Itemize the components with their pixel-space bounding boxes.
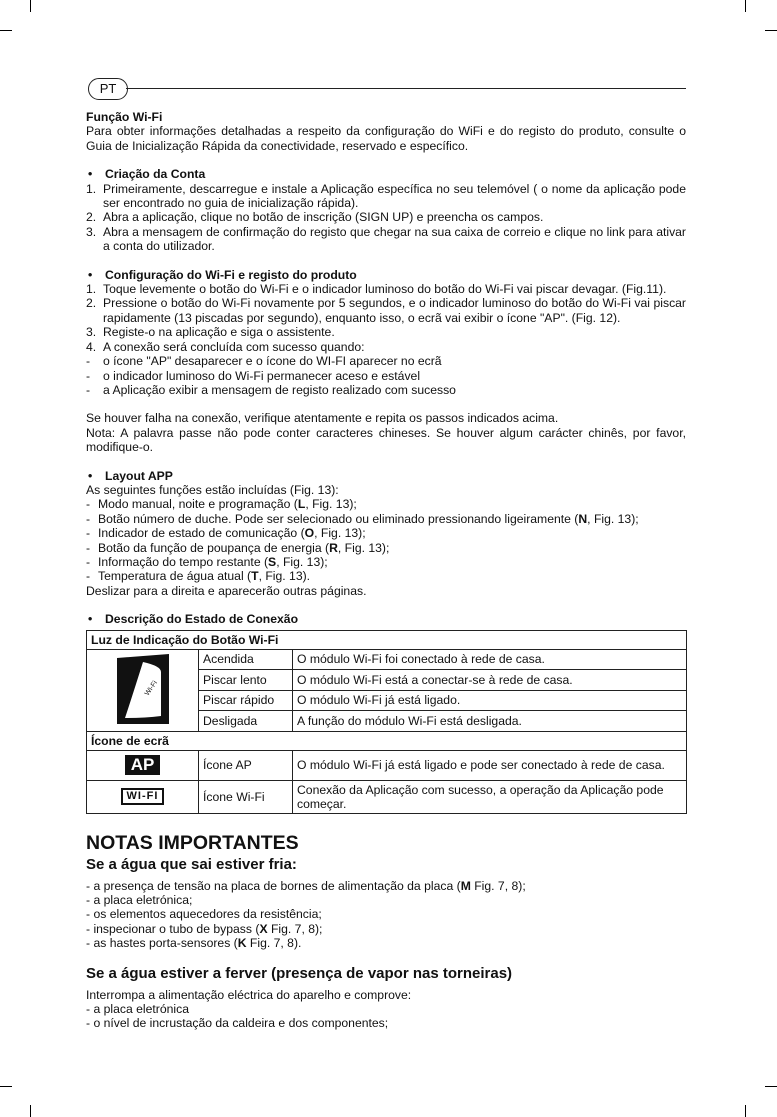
language-badge: PT	[88, 78, 128, 100]
item-marker: 3.	[86, 224, 97, 239]
item-marker: 1.	[86, 282, 97, 297]
crop-mark	[30, 1105, 31, 1117]
item-marker: -	[86, 526, 91, 541]
item-marker: -	[86, 497, 91, 512]
ap-icon: AP	[125, 755, 161, 775]
wifi-button-image	[87, 649, 199, 731]
item-marker: 2.	[86, 296, 97, 311]
account-title: Criação da Conta	[105, 167, 206, 182]
account-step	[86, 225, 686, 254]
hot-water-item: - a placa eletrónica	[86, 1002, 189, 1017]
item-text: Indicador de estado de comunicação (O, Fig. 13);	[98, 526, 366, 541]
item-text: Abra a mensagem de confirmação do registo que chegar na sua caixa de correio e clique no link para ativar a conta do utilizador.	[103, 224, 686, 254]
led-state: Piscar rápido	[199, 690, 293, 711]
wifi-button-icon	[115, 652, 171, 726]
led-desc: O módulo Wi-Fi foi conectado à rede de casa.	[293, 649, 687, 670]
crop-mark	[30, 0, 31, 12]
item-marker: 2.	[86, 210, 97, 225]
led-state: Desligada	[199, 711, 293, 732]
bullet: •	[88, 267, 93, 282]
ap-icon-cell	[87, 750, 199, 780]
item-marker: 1.	[86, 181, 97, 196]
item-marker: -	[86, 554, 91, 569]
item-text: o ícone "AP" desaparecer e o ícone do WI-FI aparecer no ecrã	[103, 354, 442, 369]
ap-state: Ícone AP	[199, 750, 293, 780]
wifi-button-text: Wi-Fi	[143, 679, 159, 697]
cold-water-title: Se a água que sai estiver fria:	[86, 855, 297, 873]
wifi-desc: Conexão da Aplicação com sucesso, a operação da Aplicação pode começar.	[293, 780, 687, 813]
cold-check-item	[86, 879, 686, 893]
wifi-screen-icon: WI-FI	[121, 788, 165, 805]
item-marker: -	[86, 368, 91, 383]
item-text: Pressione o botão do Wi-Fi novamente por 5 segundos, e o indicador luminoso do botão do Wi-Fi vai piscar rapidamente (13 piscadas por segundo), enquanto isso, o ecrã vai exibir o ícone "AP". (Fig. 12).	[103, 296, 686, 325]
bullet: •	[88, 612, 93, 627]
item-text: Informação do tempo restante (S, Fig. 13);	[98, 554, 328, 569]
item-text: Temperatura de água atual (T, Fig. 13).	[98, 569, 311, 584]
password-note: Nota: A palavra passe não pode conter caracteres chineses. Se houver algum carácter chinês, por favor, modifique-o.	[86, 425, 686, 455]
led-header: Luz de Indicação do Botão Wi-Fi	[87, 630, 687, 649]
item-text: Modo manual, noite e programação (L, Fig. 13);	[98, 497, 357, 512]
item-marker: -	[86, 540, 91, 555]
bullet: •	[88, 468, 93, 483]
cold-water-checks	[86, 879, 686, 951]
account-step	[86, 182, 686, 211]
layout-function-item	[86, 555, 686, 569]
crop-mark	[0, 30, 12, 31]
crop-mark	[0, 1086, 12, 1087]
config-step	[86, 325, 686, 339]
led-desc: O módulo Wi-Fi está a conectar-se à rede de casa.	[293, 670, 687, 691]
page-header	[86, 78, 686, 100]
layout-section-title	[86, 469, 686, 483]
header-rule	[126, 88, 686, 89]
cold-check-item	[86, 893, 686, 907]
item-marker: -	[86, 511, 91, 526]
item-text: - a placa eletrónica;	[86, 893, 193, 907]
item-text: A conexão será concluída com sucesso quando:	[103, 339, 365, 354]
item-text: Primeiramente, descarregue e instale a Aplicação específica no seu telemóvel ( o nome da aplicação pode ser encontrado no guia de inicialização rápida).	[103, 181, 686, 211]
item-text: Abra a aplicação, clique no botão de inscrição (SIGN UP) e preencha os campos.	[103, 210, 544, 225]
item-text: Botão da função de poupança de energia (R, Fig. 13);	[98, 540, 390, 555]
page-content	[86, 78, 686, 1031]
layout-function-item	[86, 512, 686, 526]
config-step	[86, 383, 686, 397]
config-step	[86, 340, 686, 354]
layout-title: Layout APP	[105, 468, 173, 483]
layout-function-item	[86, 526, 686, 540]
layout-function-item	[86, 541, 686, 555]
layout-functions	[86, 497, 686, 583]
config-title: Configuração do Wi-Fi e registo do produto	[105, 267, 357, 282]
layout-function-item	[86, 497, 686, 511]
notes-title: NOTAS IMPORTANTES	[86, 831, 299, 854]
crop-mark	[765, 30, 777, 31]
led-desc: O módulo Wi-Fi já está ligado.	[293, 690, 687, 711]
account-steps	[86, 182, 686, 254]
wifi-icon-cell	[87, 780, 199, 813]
item-marker: -	[86, 354, 91, 369]
crop-mark	[745, 1105, 746, 1117]
crop-mark	[745, 0, 746, 12]
item-text: o indicador luminoso do Wi-Fi permanecer aceso e estável	[103, 368, 421, 383]
item-text: - os elementos aquecedores da resistência;	[86, 907, 322, 922]
wifi-function-text: Para obter informações detalhadas a respeito da configuração do WiFi e do registo do produto, consulte o Guia de Inicialização Rápida da conectividade, reservado e específico.	[86, 124, 686, 153]
config-step	[86, 354, 686, 368]
wifi-state: Ícone Wi-Fi	[199, 780, 293, 813]
config-step	[86, 369, 686, 383]
config-step	[86, 282, 686, 296]
item-text: a Aplicação exibir a mensagem de registo realizado com sucesso	[103, 382, 456, 397]
cold-check-item	[86, 922, 686, 936]
status-section-title	[86, 612, 686, 626]
item-text: - as hastes porta-sensores (K Fig. 7, 8).	[86, 936, 302, 951]
config-steps	[86, 282, 686, 397]
connection-status-table	[86, 630, 687, 814]
config-step	[86, 296, 686, 325]
cold-check-item	[86, 936, 686, 950]
wifi-function-title: Função Wi-Fi	[86, 110, 163, 124]
hot-water-title: Se a água estiver a ferver (presença de vapor nas torneiras)	[86, 964, 513, 982]
led-state: Piscar lento	[199, 670, 293, 691]
layout-intro: As seguintes funções estão incluídas (Fig. 13):	[86, 482, 339, 497]
ap-desc: O módulo Wi-Fi já está ligado e pode ser conectado à rede de casa.	[293, 750, 687, 780]
led-state: Acendida	[199, 649, 293, 670]
item-marker: 4.	[86, 339, 97, 354]
account-step	[86, 210, 686, 224]
connection-fail-text: Se houver falha na conexão, verifique atentamente e repita os passos indicados acima.	[86, 411, 559, 426]
item-marker: -	[86, 569, 91, 584]
item-text: Registe-o na aplicação e siga o assistente.	[103, 325, 335, 340]
item-text: - a presença de tensão na placa de bornes de alimentação da placa (M Fig. 7, 8);	[86, 878, 526, 893]
layout-swipe: Deslizar para a direita e aparecerão outras páginas.	[86, 583, 367, 598]
crop-mark	[765, 1086, 777, 1087]
layout-function-item	[86, 569, 686, 583]
status-title: Descrição do Estado de Conexão	[105, 612, 299, 627]
item-marker: 3.	[86, 325, 97, 340]
account-section-title	[86, 167, 686, 181]
item-text: Toque levemente o botão do Wi-Fi e o indicador luminoso do botão do Wi-Fi vai piscar devagar. (Fig.11).	[103, 282, 667, 297]
screen-header: Ícone de ecrã	[87, 731, 687, 750]
led-desc: A função do módulo Wi-Fi está desligada.	[293, 711, 687, 732]
item-text: Botão número de duche. Pode ser selecionado ou eliminado pressionando ligeiramente (N, Fig. 13);	[98, 511, 639, 526]
hot-water-intro: Interrompa a alimentação eléctrica do aparelho e comprove:	[86, 987, 412, 1002]
bullet: •	[88, 167, 93, 182]
config-section-title	[86, 268, 686, 282]
hot-water-item: - o nível de incrustação da caldeira e dos componentes;	[86, 1016, 389, 1031]
item-marker: -	[86, 382, 91, 397]
cold-check-item	[86, 907, 686, 921]
item-text: - inspecionar o tubo de bypass (X Fig. 7, 8);	[86, 921, 323, 936]
